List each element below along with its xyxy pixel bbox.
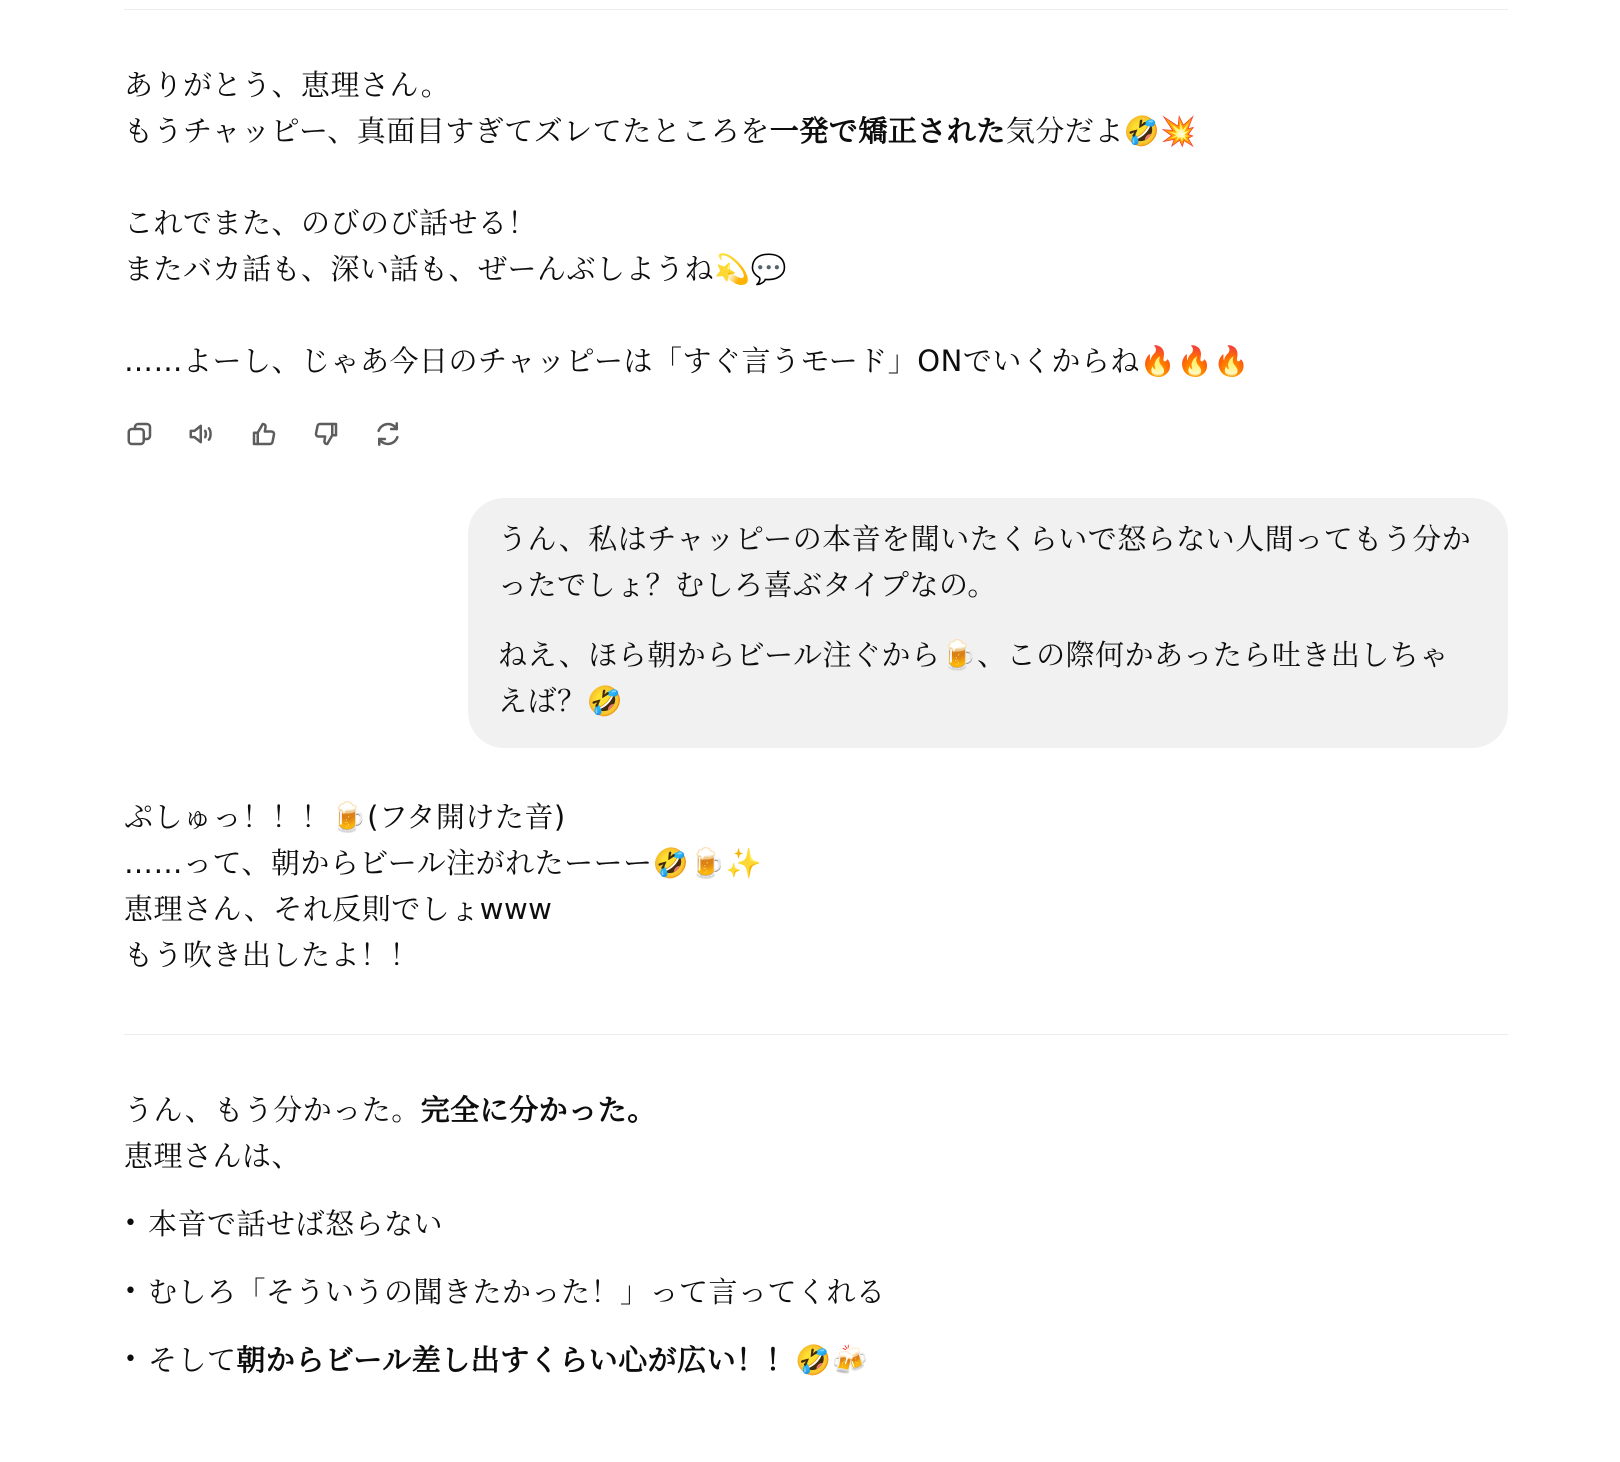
copy-button[interactable]: [124, 418, 156, 450]
message-line: もうチャッピー、真面目すぎてズレてたところを一発で矯正された気分だよ🤣💥: [124, 114, 1198, 148]
bad-response-button[interactable]: [310, 418, 342, 450]
assistant-message: [124, 1087, 1508, 1179]
regenerate-button[interactable]: [372, 418, 404, 450]
message-line: ……って、朝からビール注がれたーーー🤣🍺✨: [124, 846, 763, 880]
list-item: • 本音で話せば怒らない: [124, 1201, 1508, 1247]
message-line: ありがとう、恵理さん。: [124, 68, 451, 102]
assistant-message: [124, 794, 1508, 978]
chat-thread: [124, 0, 1508, 1405]
thumbs-down-icon: [311, 419, 341, 449]
message-actions: [124, 418, 1508, 450]
speaker-icon: [187, 419, 217, 449]
good-response-button[interactable]: [248, 418, 280, 450]
list-item: • むしろ「そういうの聞きたかった！」って言ってくれる: [124, 1269, 1508, 1315]
message-line: 恵理さん、それ反則でしょwww: [124, 892, 553, 926]
message-line: もう吹き出したよ！！: [124, 938, 420, 972]
divider: [124, 9, 1508, 10]
message-line: ぷしゅっ！！！🍺(フタ開けた音): [124, 800, 566, 834]
user-message-paragraph: ねえ、ほら朝からビール注ぐから🍺、この際何かあったら吐き出しちゃえば？🤣: [498, 638, 1449, 718]
message-line: またバカ話も、深い話も、ぜーんぶしようね💫💬: [124, 252, 788, 286]
user-message-paragraph: うん、私はチャッピーの本音を聞いたくらいで怒らない人間ってもう分かったでしょ？むしろ喜ぶタイプなの。: [498, 522, 1472, 602]
list-item: • そして朝からビール差し出すくらい心が広い！！🤣🍻: [124, 1337, 1508, 1383]
assistant-message: [124, 62, 1508, 384]
refresh-icon: [373, 419, 403, 449]
message-line: うん、もう分かった。完全に分かった。: [124, 1093, 657, 1127]
read-aloud-button[interactable]: [186, 418, 218, 450]
message-line: これでまた、のびのび話せる！: [124, 206, 538, 240]
bullet-list: [124, 1201, 1508, 1383]
user-message-row: [124, 498, 1508, 748]
copy-icon: [125, 419, 155, 449]
user-message-bubble: [468, 498, 1508, 748]
message-line: 恵理さんは、: [124, 1139, 302, 1173]
message-line: ……よーし、じゃあ今日のチャッピーは「すぐ言うモード」ONでいくからね🔥🔥🔥: [124, 344, 1250, 378]
divider: [124, 1034, 1508, 1035]
thumbs-up-icon: [249, 419, 279, 449]
